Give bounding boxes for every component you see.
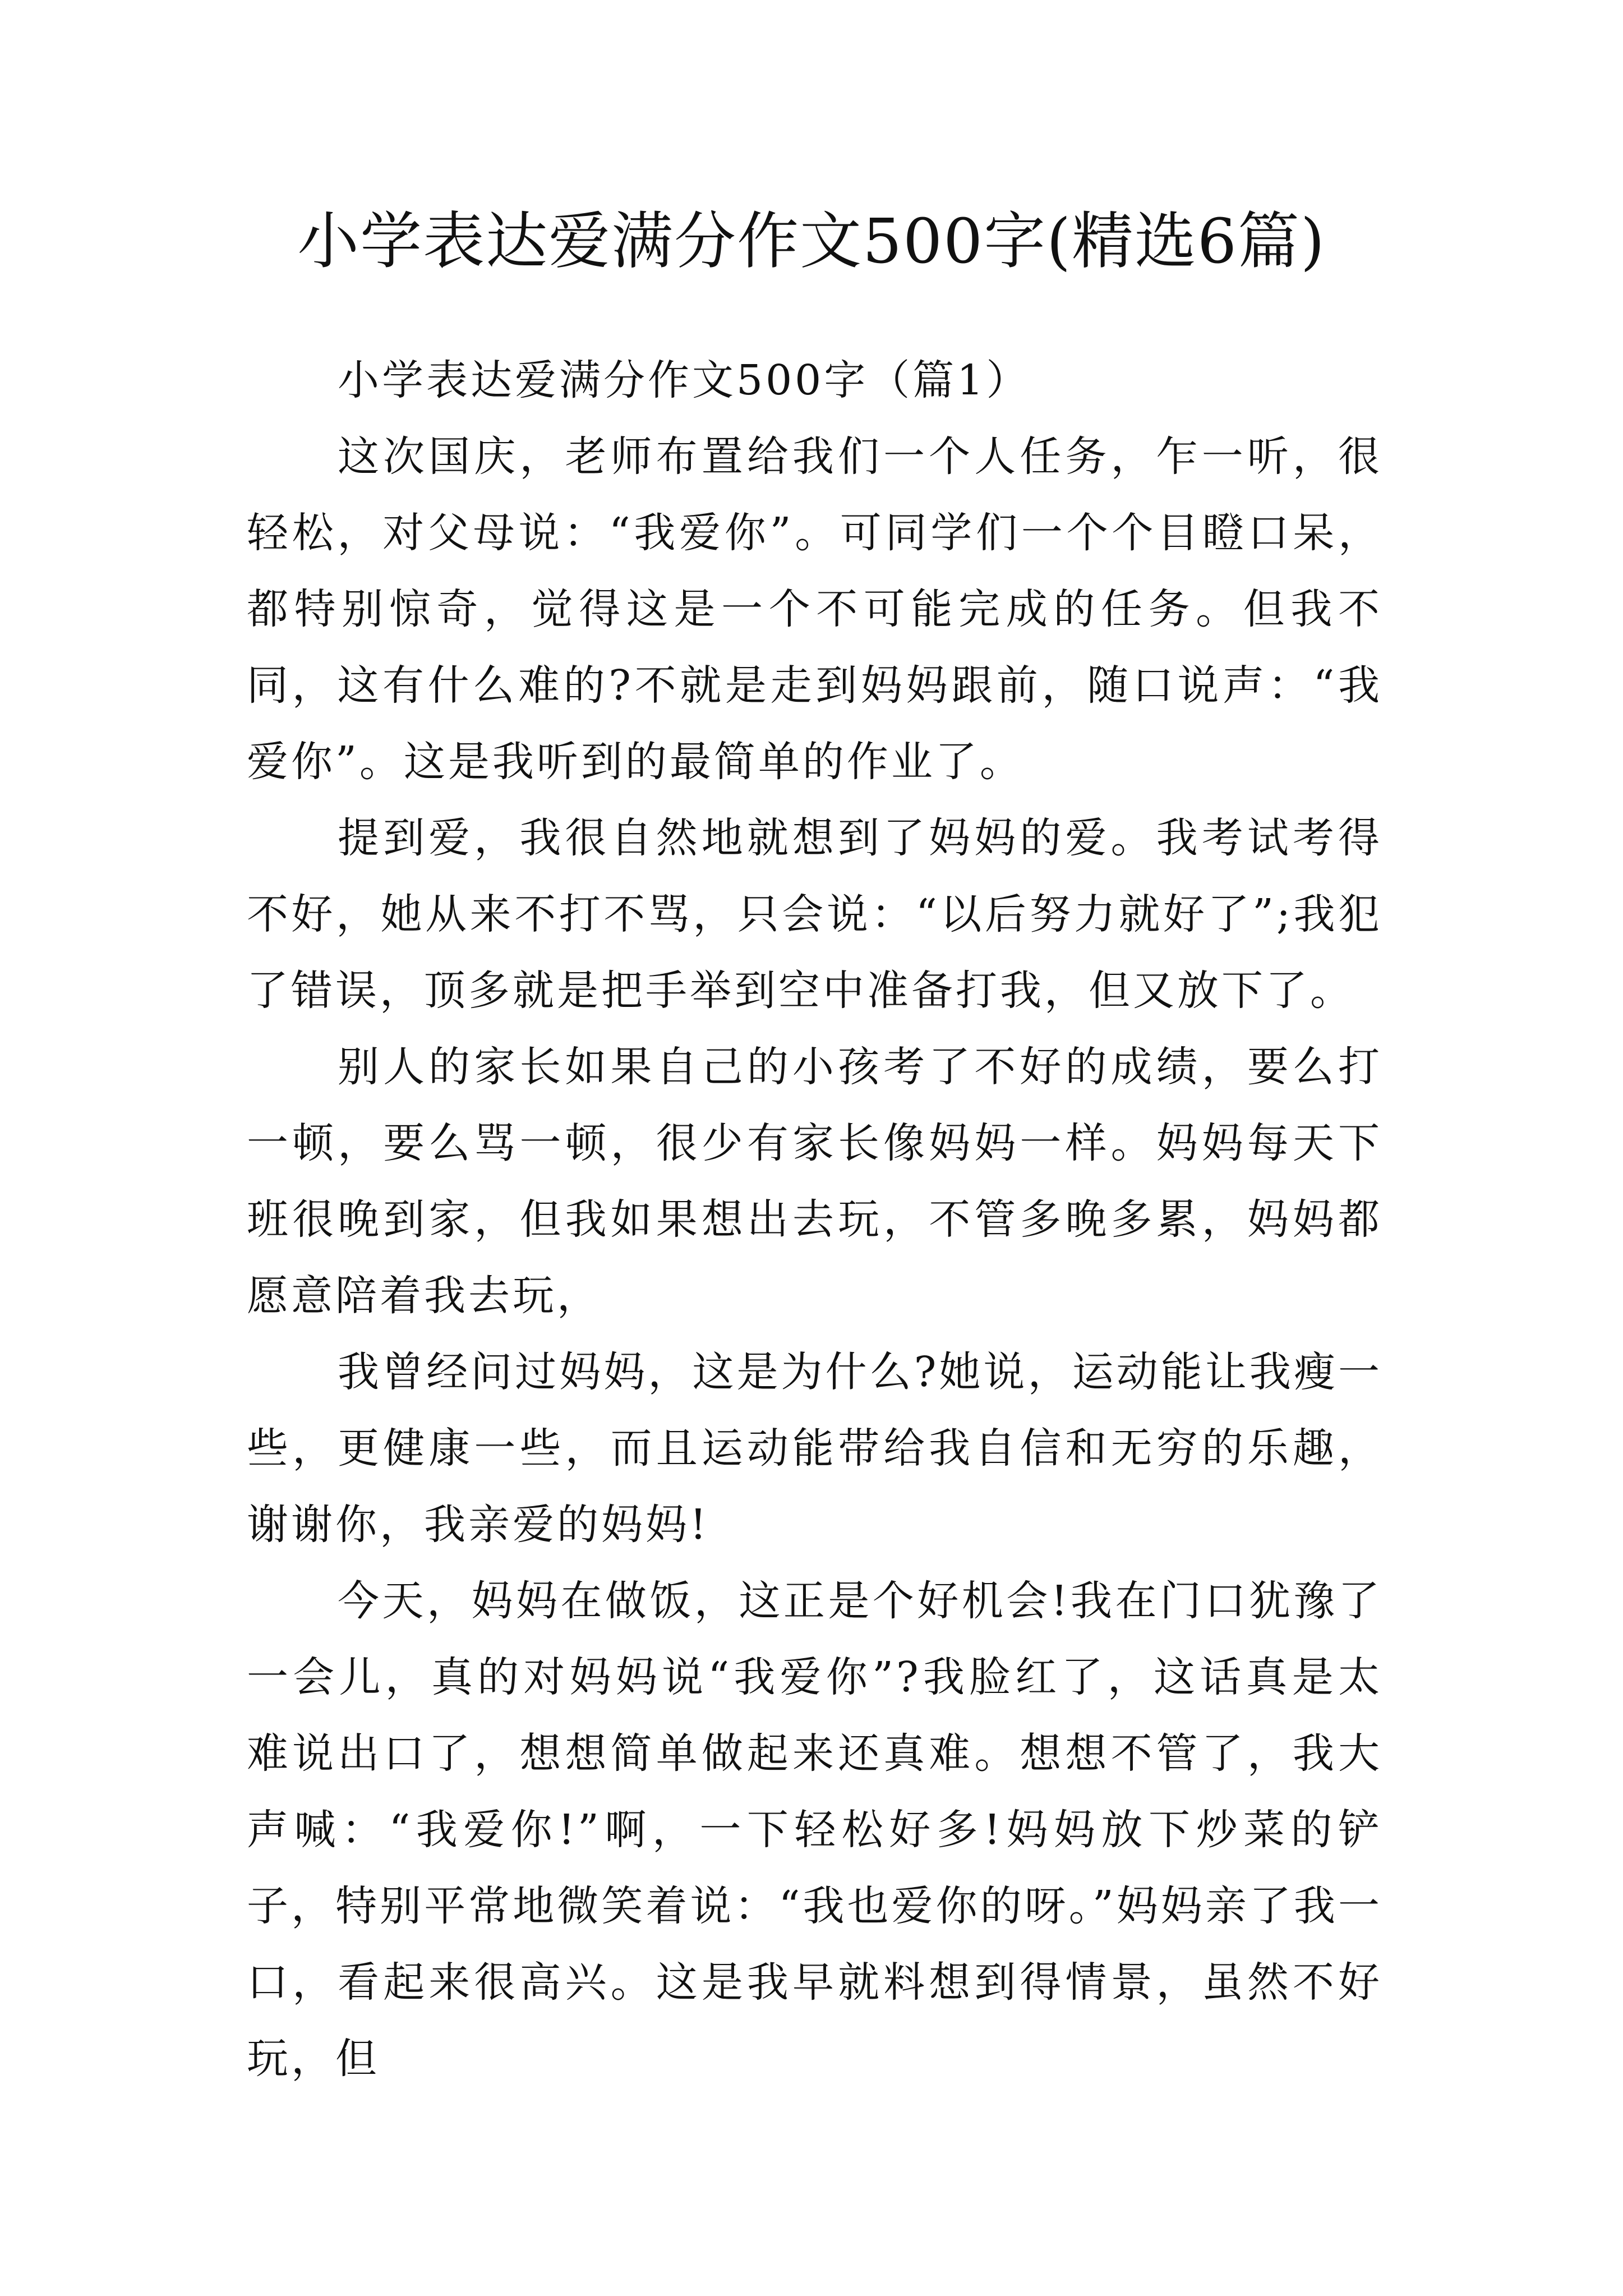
paragraph: 今天，妈妈在做饭，这正是个好机会!我在门口犹豫了一会儿，真的对妈妈说“我爱你”?我脸红了，这话真是太难说出口了，想想简单做起来还真难。想想不管了，我大声喊：“我爱你!”啊，一下轻松好多!妈妈放下炒菜的铲子，特别平常地微笑着说：“我也爱你的呀。”妈妈亲了我一口，看起来很高兴。这是我早就料想到得情景，虽然不好玩，但 — [247, 1577, 1382, 2083]
paragraph: 提到爱，我很自然地就想到了妈妈的爱。我考试考得不好，她从来不打不骂，只会说：“以后努力就好了”;我犯了错误，顶多就是把手举到空中准备打我，但又放下了。 — [247, 814, 1382, 1015]
document-title: 小学表达爱满分作文500字(精选6篇) — [297, 205, 1326, 277]
document-body — [247, 342, 1382, 2097]
section-heading: 小学表达爱满分作文500字（篇1） — [338, 356, 1031, 404]
paragraph: 这次国庆，老师布置给我们一个人任务，乍一听，很轻松，对父母说：“我爱你”。可同学们一个个目瞪口呆，都特别惊奇，觉得这是一个不可能完成的任务。但我不同，这有什么难的?不就是走到妈妈跟前，随口说声：“我爱你”。这是我听到的最简单的作业了。 — [247, 432, 1382, 786]
paragraph: 我曾经问过妈妈，这是为什么?她说，运动能让我瘦一些，更健康一些，而且运动能带给我自信和无穷的乐趣，谢谢你，我亲爱的妈妈! — [247, 1348, 1382, 1549]
paragraph: 别人的家长如果自己的小孩考了不好的成绩，要么打一顿，要么骂一顿，很少有家长像妈妈一样。妈妈每天下班很晚到家，但我如果想出去玩，不管多晚多累，妈妈都愿意陪着我去玩， — [247, 1043, 1382, 1320]
